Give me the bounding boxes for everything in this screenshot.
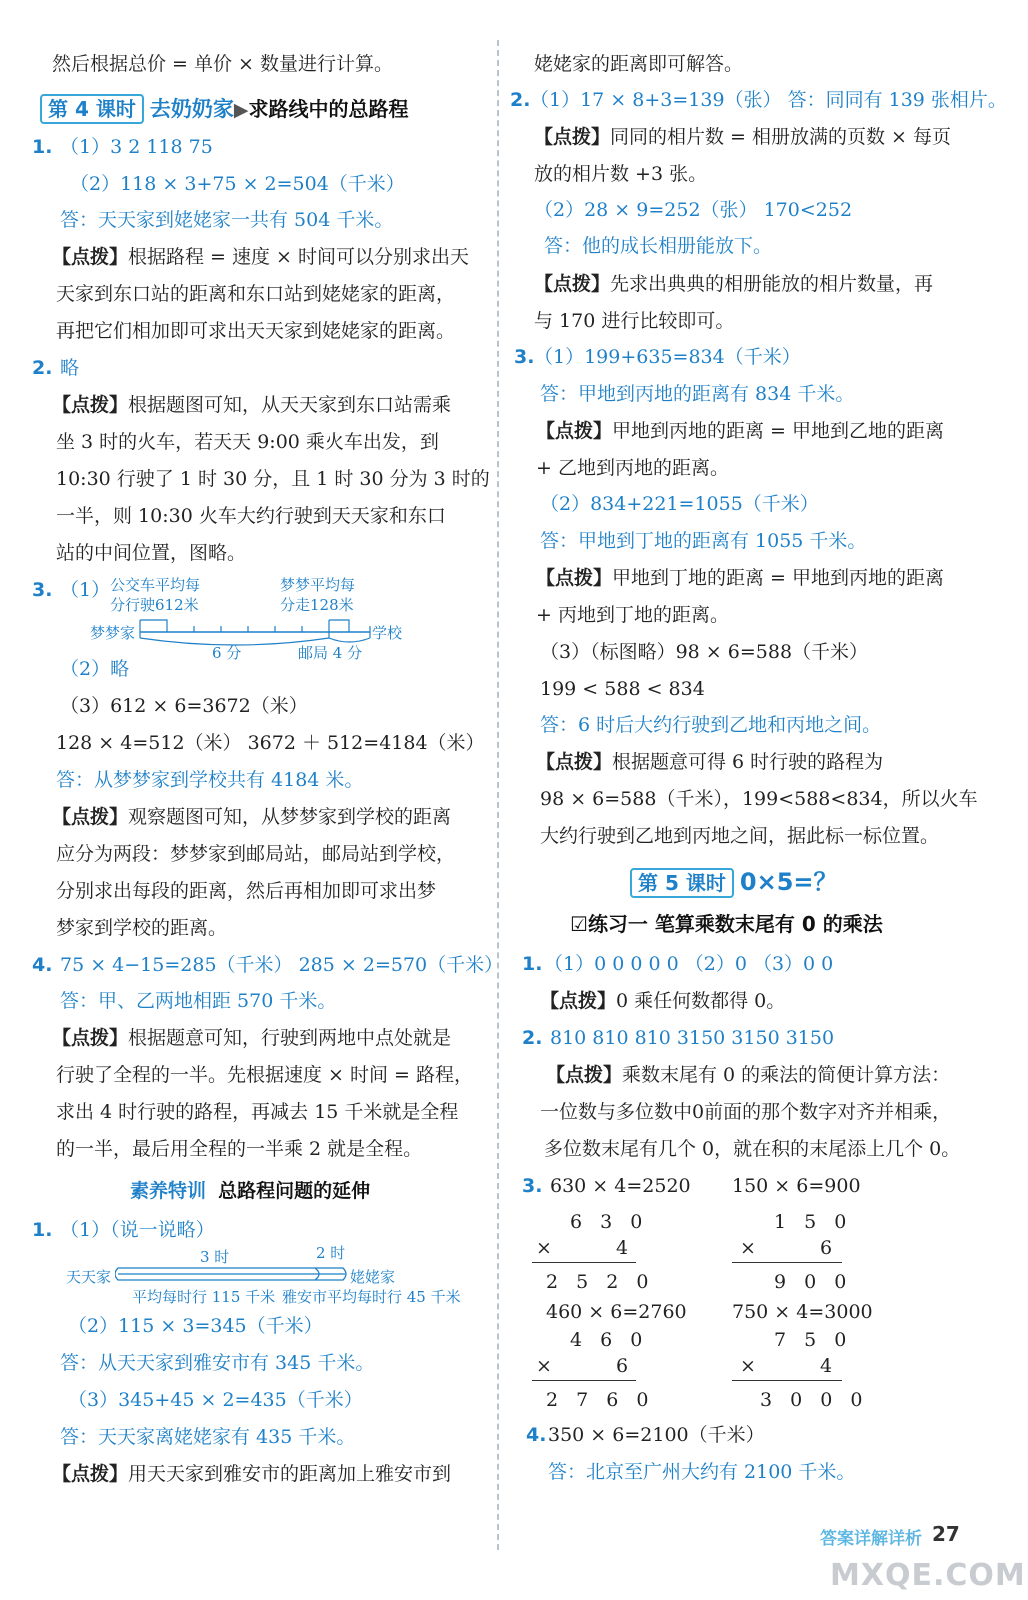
calc-result: 2 5 2 0: [546, 1271, 655, 1293]
diagram-label: 学校: [372, 624, 403, 642]
diagram-label: 天天家: [66, 1268, 112, 1286]
exercise-heading: [570, 912, 883, 937]
lesson-title: 去奶奶家: [149, 97, 234, 121]
calc-multiplier: 4: [820, 1355, 839, 1377]
times-sign: ×: [536, 1237, 558, 1259]
lesson-title: 0×5=？: [739, 868, 838, 896]
tip-line: 10:30 行驶了 1 时 30 分，且 1 时 30 分为 3 时的: [56, 468, 490, 490]
diagram-label: 3 时: [200, 1248, 230, 1266]
lesson-tag: 第 5 课时: [630, 868, 734, 898]
answer-line: 答：北京至广州大约有 2100 千米。: [548, 1461, 856, 1483]
answer-line: （2）115 × 3=345（千米）: [68, 1315, 323, 1337]
answer-line: （1）17 × 8+3=139（张） 答：同同有 139 张相片。: [530, 89, 1007, 111]
checkbox-icon: ☑: [570, 912, 588, 936]
answer-line: （1）199+635=834（千米）: [534, 346, 801, 368]
answer-line: 答：从天天家到雅安市有 345 千米。: [60, 1352, 375, 1374]
question-number: 4.: [526, 1424, 547, 1446]
answer-line: 答：从梦梦家到学校共有 4184 米。: [56, 769, 364, 791]
tip-line: 与 170 进行比较即可。: [534, 310, 735, 332]
tip-line: 放的相片数 +3 张。: [534, 163, 708, 185]
tip-line: 一位数与多位数中0前面的那个数字对齐并相乘，: [540, 1101, 952, 1123]
tip-line: 的一半，最后用全程的一半乘 2 就是全程。: [56, 1138, 423, 1160]
exercise-title: 练习一 笔算乘数末尾有 0 的乘法: [587, 912, 883, 936]
answer-line: （1）3 2 118 75: [60, 136, 213, 158]
tip-prefix: 【点拨】: [52, 394, 129, 416]
calc-result: 9 0 0: [774, 1271, 853, 1293]
tip-line: 分别求出每段的距离，然后再相加即可求出梦: [56, 880, 437, 902]
tip-line: 【点拨】观察题图可知，从梦梦家到学校的距离: [52, 806, 452, 828]
lesson-tag: 第 4 课时: [40, 94, 144, 124]
tip-prefix: 【点拨】: [540, 990, 617, 1012]
tip-line: 多位数末尾有几个 0，就在积的末尾添上几个 0。: [544, 1138, 961, 1160]
route-diagram: [115, 1262, 355, 1286]
tip-line: 求出 4 时行驶的路程，再减去 15 千米就是全程: [56, 1101, 459, 1123]
diagram-label: 梦梦平均每: [280, 576, 356, 594]
calc-rule: [732, 1262, 842, 1263]
answer-line: 答：甲地到丁地的距离有 1055 千米。: [540, 530, 867, 552]
question-number: 3.: [522, 1175, 543, 1197]
equation: 630 × 4=2520: [550, 1175, 691, 1197]
answer-line: （3）345+45 × 2=435（千米）: [68, 1389, 363, 1411]
answer-line: （2）834+221=1055（千米）: [540, 493, 819, 515]
tip-line: 【点拨】根据题意可知，行驶到两地中点处就是: [52, 1027, 452, 1049]
question-number: 4.: [32, 954, 53, 976]
calc-rule: [532, 1380, 636, 1381]
equation: 460 × 6=2760: [546, 1301, 687, 1323]
tip-prefix: 【点拨】: [536, 567, 613, 589]
answer-line: （2）28 × 9=252（张） 170<252: [534, 199, 853, 221]
diagram-label: 雅安市平均每时行 45 千米: [282, 1288, 461, 1306]
watermark: MXQE.COM: [830, 1558, 1026, 1593]
question-number: 2.: [510, 89, 531, 111]
footer-label: 答案详解详析: [820, 1529, 922, 1549]
answer-line: （3）（标图略）98 × 6=588（千米）: [540, 641, 869, 663]
diagram-label: 分走128米: [280, 596, 354, 614]
answer-line: （2）118 × 3+75 × 2=504（千米）: [70, 173, 405, 195]
tip-line: 天家到东口站的距离和东口站到姥姥家的距离，: [56, 283, 456, 305]
calc-top: 7 5 0: [774, 1329, 853, 1351]
tip-line: 【点拨】乘数末尾有 0 的乘法的简便计算方法：: [546, 1064, 951, 1086]
tip-line: + 乙地到丙地的距离。: [536, 457, 729, 479]
lesson-4-heading: [40, 94, 409, 124]
question-number: 2.: [32, 357, 53, 379]
calc-top: 4 6 0: [570, 1329, 649, 1351]
calc-multiplier: 4: [616, 1237, 635, 1259]
diagram-label: 公交车平均每: [110, 576, 201, 594]
answer-line: 答：6 时后大约行驶到乙地和丙地之间。: [540, 714, 882, 736]
calc-multiplier: 6: [820, 1237, 839, 1259]
tip-line: 【点拨】先求出典典的相册能放的相片数量，再: [534, 273, 934, 295]
tip-prefix: 【点拨】: [546, 1064, 623, 1086]
equation: 150 × 6=900: [732, 1175, 861, 1197]
answer-line: 略: [60, 357, 80, 379]
answer-line: 810 810 810 3150 3150 3150: [550, 1027, 835, 1049]
times-sign: ×: [740, 1355, 762, 1377]
times-sign: ×: [536, 1355, 558, 1377]
tip-prefix: 【点拨】: [52, 806, 129, 828]
answer-line: （1）0 0 0 0 0 （2）0 （3）0 0: [544, 953, 834, 975]
diagram-label: 分行驶612米: [110, 596, 199, 614]
tip-line: 【点拨】根据题意可得 6 时行驶的路程为: [536, 751, 884, 773]
answer-line: （1）（说一说略）: [60, 1219, 215, 1241]
calc-multiplier: 6: [616, 1355, 635, 1377]
calc-result: 2 7 6 0: [546, 1389, 655, 1411]
diagram-label: 2 时: [316, 1244, 346, 1262]
tip-line: 站的中间位置，图略。: [56, 542, 247, 564]
tip-prefix: 【点拨】: [536, 420, 613, 442]
tip-prefix: 【点拨】: [534, 273, 611, 295]
tip-line: 应分为两段：梦梦家到邮局站，邮局站到学校，: [56, 843, 456, 865]
calc-rule: [732, 1380, 842, 1381]
answer-line: 199 < 588 < 834: [540, 678, 705, 700]
tip-prefix: 【点拨】: [52, 1463, 129, 1485]
tip-line: 大约行驶到乙地到丙地之间，据此标一标位置。: [540, 825, 940, 847]
question-number: 1.: [522, 953, 543, 975]
answer-line: 答：甲地到丙地的距离有 834 千米。: [540, 383, 855, 405]
tip-line: 【点拨】根据题图可知，从天天家到东口站需乘: [52, 394, 452, 416]
answer-line: （3）612 × 6=3672（米）: [60, 695, 308, 717]
answer-line: 答：甲、乙两地相距 570 千米。: [60, 990, 337, 1012]
diagram-label: 6 分: [212, 644, 242, 662]
tip-line: 【点拨】同同的相片数 = 相册放满的页数 × 每页: [534, 126, 952, 148]
question-number: 3.: [32, 579, 53, 601]
tip-prefix: 【点拨】: [536, 751, 613, 773]
lesson-subtitle: 求路线中的总路程: [248, 97, 409, 121]
answer-line: 答：他的成长相册能放下。: [544, 235, 773, 257]
diagram-label: 平均每时行 115 千米: [132, 1288, 276, 1306]
question-number: 1.: [32, 136, 53, 158]
tip-line: 行驶了全程的一半。先根据速度 × 时间 = 路程，: [56, 1064, 473, 1086]
page-number: 27: [932, 1522, 960, 1546]
times-sign: ×: [740, 1237, 762, 1259]
tip-line: 【点拨】甲地到丙地的距离 = 甲地到乙地的距离: [536, 420, 945, 442]
calc-top: 6 3 0: [570, 1211, 649, 1233]
text-line: 姥姥家的距离即可解答。: [534, 53, 744, 75]
answer-line: 答：天天家到姥姥家一共有 504 千米。: [60, 209, 394, 231]
tip-line: 【点拨】0 乘任何数都得 0。: [540, 990, 786, 1012]
answer-line: （2）略: [60, 658, 130, 680]
answer-line: 75 × 4−15=285（千米） 285 × 2=570（千米）: [60, 954, 504, 976]
question-number: 1.: [32, 1219, 53, 1241]
column-divider: [497, 40, 499, 1550]
calc-result: 3 0 0 0: [760, 1389, 869, 1411]
answer-line: 128 × 4=512（米） 3672 ＋ 512=4184（米）: [56, 732, 485, 754]
answer-line: 答：天天家离姥姥家有 435 千米。: [60, 1426, 356, 1448]
tip-line: 【点拨】根据路程 = 速度 × 时间可以分别求出天: [52, 246, 470, 268]
tip-prefix: 【点拨】: [534, 126, 611, 148]
tip-line: 坐 3 时的火车，若天天 9:00 乘火车出发，到: [56, 431, 439, 453]
equation: 750 × 4=3000: [732, 1301, 873, 1323]
tip-prefix: 【点拨】: [52, 246, 129, 268]
triangle-arrow-icon: ▶: [233, 99, 249, 121]
tip-line: 再把它们相加即可求出天天家到姥姥家的距离。: [56, 320, 456, 342]
special-title: 总路程问题的延伸: [218, 1180, 371, 1202]
diagram-label: 梦梦家: [90, 624, 136, 642]
tip-line: 一半，则 10:30 火车大约行驶到天天家和东口: [56, 505, 446, 527]
tip-line: 【点拨】甲地到丁地的距离 = 甲地到丙地的距离: [536, 567, 945, 589]
special-tag: 素养特训: [130, 1180, 207, 1202]
question-number: 2.: [522, 1027, 543, 1049]
diagram-label: 姥姥家: [350, 1268, 396, 1286]
lesson-5-heading: [630, 868, 838, 898]
calc-top: 1 5 0: [774, 1211, 853, 1233]
answer-line: 350 × 6=2100（千米）: [548, 1424, 765, 1446]
question-number: 3.: [514, 346, 535, 368]
route-diagram: [135, 612, 375, 652]
tip-line: + 丙地到丁地的距离。: [536, 604, 729, 626]
tip-line: 【点拨】用天天家到雅安市的距离加上雅安市到: [52, 1463, 452, 1485]
tip-prefix: 【点拨】: [52, 1027, 129, 1049]
answer-line: （1）: [60, 579, 111, 601]
special-training-heading: [130, 1179, 370, 1203]
text-line: 然后根据总价 = 单价 × 数量进行计算。: [52, 53, 393, 75]
diagram-label: 邮局 4 分: [298, 644, 363, 662]
tip-line: 98 × 6=588（千米），199<588<834，所以火车: [540, 788, 978, 810]
calc-rule: [532, 1262, 636, 1263]
tip-line: 梦家到学校的距离。: [56, 917, 228, 939]
